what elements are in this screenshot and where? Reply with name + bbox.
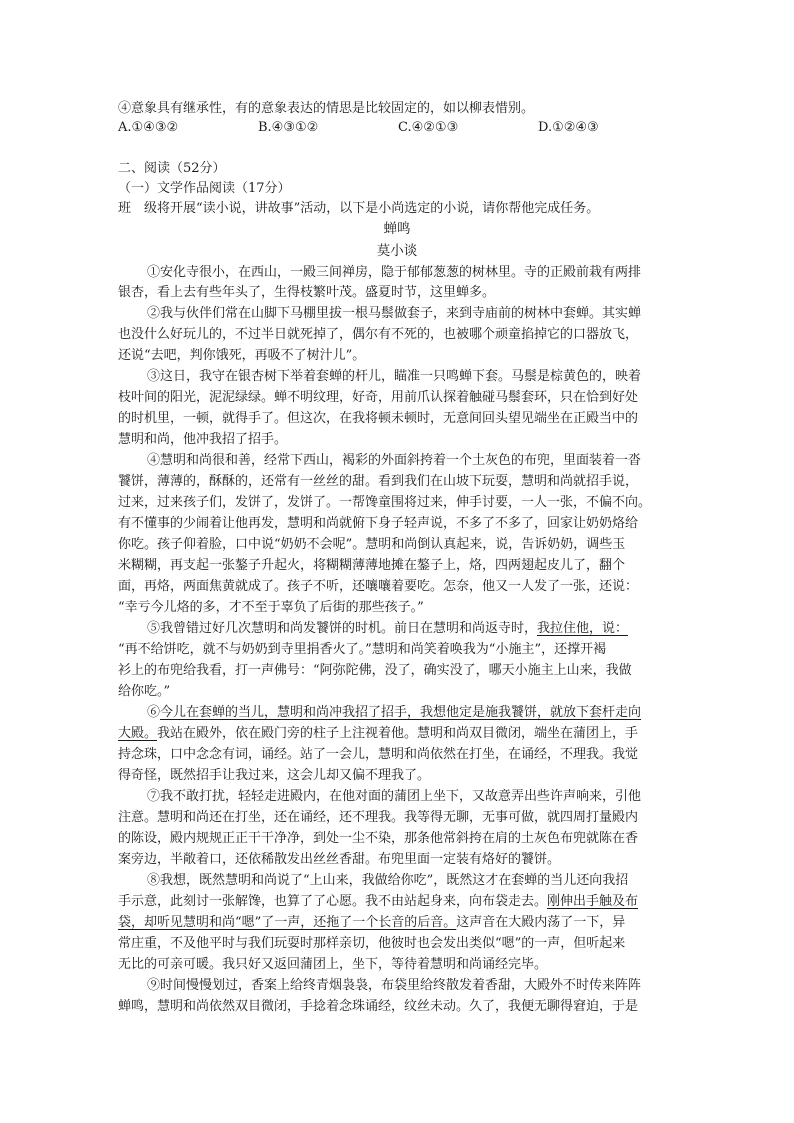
underlined-phrase: 我拉住他，说： [537, 621, 629, 636]
option-d: D.①②④③ [538, 120, 599, 135]
body-line: 衫上的布兜给我看，打一声佛号：“阿弥陀佛，没了，确实没了，哪天小施主上山来，我做 [118, 663, 632, 678]
body-line: ③这日，我守在银杏树下举着套蝉的杆儿，瞄准一只鸣蝉下套。马鬃是棕黄色的，映着 [147, 369, 642, 384]
p8-text: 手示意，此刻讨一张解馋，也算了了心愿。我不由站起身来，向布袋走去。 [118, 894, 548, 909]
underlined-word: 大殿。 [118, 726, 158, 741]
p5-text: ⑤我曾错过好几次慧明和尚发饕饼的时机。前日在慧明和尚返寺时， [147, 621, 538, 636]
section-title: 二、阅读（52分） [118, 161, 226, 176]
option-b: B.④③①② [258, 120, 319, 135]
body-line [118, 915, 625, 931]
body-line: ⑨时间慢慢划过，香案上给终青烟袅袅，布袋里给终散发着香甜，大殿外不时传来阵阵 [147, 978, 642, 993]
body-line: 案旁边，半敞着口，还依稀散发出丝丝香甜。布兜里面一定装有烙好的饕饼。 [118, 852, 561, 867]
subsection-title: （一）文学作品阅读（17分） [118, 181, 291, 196]
option-a: A.①④③② [118, 120, 179, 135]
p6-number: ⑥ [147, 705, 161, 720]
body-line: 有不懂事的少闹着让他再发，慧明和尚就俯下身子轻声说，不多了不多了，回家让奶奶烙给 [118, 516, 639, 531]
body-line: 你吃。孩子仰着脸，口中说“奶奶不会呢”。慧明和尚倒认真起来，说，告诉奶奶，调些玉 [118, 537, 626, 552]
body-line: 过来，过来孩子们，发饼了，发饼了。一帮馋童围将过来，伸手讨要，一人一张，不偏不向。 [118, 495, 652, 510]
body-line: ②我与伙伴们常在山脚下马棚里拔一根马鬃做套子，来到寺庙前的树林中套蝉。其实蝉 [147, 306, 642, 321]
story-author: 莫小谈 [376, 243, 418, 259]
q4-statement: ④意象具有继承性，有的意象表达的情思是比较固定的，如以柳表惜别。 [118, 101, 535, 116]
p8-text-2: 这声音在大殿内荡了一下，异 [456, 915, 626, 930]
option-c: C.④②①③ [398, 120, 459, 135]
body-line: 也没什么好玩儿的，不过半日就死掉了，偶尔有不死的，也被哪个顽童掐掉它的口器放飞， [118, 327, 639, 342]
body-line: ④慧明和尚很和善，经常下西山，褐彩的外面斜挎着一个土灰色的布兜，里面装着一沓 [147, 453, 642, 468]
body-line: 慧明和尚，他冲我招了招手。 [118, 432, 288, 447]
body-line: 银杏，看上去有些年头了，生得枝繁叶茂。盛夏时节，这里蝉多。 [118, 285, 496, 300]
body-line: 持念珠，口中念念有词，诵经。站了一会儿，慧明和尚依然在打坐，在诵经，不理我。我觉 [118, 747, 639, 762]
body-line: 得奇怪，既然招手让我过来，这会儿却又偏不理我了。 [118, 768, 431, 783]
body-line: 给你吃。” [118, 684, 171, 699]
body-line: 枝叶间的阳光，泥泥绿绿。蝉不明纹理，好奇，用前爪认探着触碰马鬃套环，只在恰到好处 [118, 390, 639, 405]
underlined-phrase: 刚伸出手触及布 [547, 894, 639, 909]
body-line: 面，再烙，两面焦黄就成了。孩子不听，还嚷嚷着要吃。怎奈，他又一人发了一张，还说： [118, 579, 639, 594]
task-intro: 班 级将开展“读小说，讲故事”活动，以下是小尚选定的小说，请你帮他完成任务。 [118, 201, 600, 216]
body-line: 饕饼，薄薄的，酥酥的，还常有一丝丝的甜。看到我们在山坡下玩耍，慧明和尚就招手说， [118, 474, 639, 489]
p6-text: 我站在殿外，依在殿门旁的柱子上注视着他。慧明和尚双目微闭，端坐在蒲团上，手 [157, 726, 639, 741]
body-line: ①安化寺很小，在西山，一殿三间禅房，隐于郁郁葱葱的树林里。寺的正殿前栽有两排 [147, 265, 642, 280]
body-line: 米糊糊，再支起一张鏊子升起火，将糊糊薄薄地摊在鏊子上，烙，四两翅起皮儿了，翻个 [118, 558, 626, 573]
body-line: 蝉鸣，慧明和尚依然双目微闭，手捻着念珠诵经，纹丝未动。久了，我便无聊得窘迫，于是 [118, 999, 639, 1014]
body-line [118, 894, 638, 910]
story-title: 蝉鸣 [383, 221, 411, 237]
underlined-sentence: 袋，却听见慧明和尚“嗯”了一声，还拖了一个长音的后音。 [118, 915, 457, 930]
underlined-sentence: 今儿在套蝉的当儿，慧明和尚冲我招了招手，我想他定是施我饕饼，就放下套杆走向 [160, 705, 642, 720]
body-line: ⑧我想，既然慧明和尚说了“上山来，我做给你吃”，既然这才在套蝉的当儿还向我招 [147, 873, 629, 888]
body-line: 注意。慧明和尚还在打坐，还在诵经，还不理我。我等得无聊，无事可做，就四周打量殿内 [118, 810, 639, 825]
body-line: 常庄重，不及他平时与我们玩耍时那样亲切，他彼时也会发出类似“嗯”的一声，但听起来 [118, 936, 626, 951]
body-line [147, 621, 628, 637]
body-line [147, 705, 641, 721]
body-line: 的陈设，殿内规规正正干干净净，到处一尘不染，那条他常斜挎在肩的土灰色布兜就陈在香 [118, 831, 639, 846]
body-line: 无比的可亲可暖。我只好又返回蒲团上，坐下，等待着慧明和尚诵经完毕。 [118, 957, 548, 972]
body-line: “再不给饼吃，就不与奶奶到寺里捐香火了。”慧明和尚笑着唤我为“小施主”，还撑开褐 [118, 642, 607, 657]
body-line [118, 726, 638, 742]
body-line: 还说“去吧，判你饿死，再吸不了树汁儿”。 [118, 348, 366, 363]
body-line: “幸亏今儿烙的多，才不至于辜负了后街的那些孩子。” [118, 600, 424, 615]
body-line: ⑦我不敢打扰，轻轻走进殿内，在他对面的蒲团上坐下，又故意弄出些许声响来，引他 [147, 789, 642, 804]
body-line: 的时机里，一顿，就得手了。但这次，在我将顿未顿时，无意间回头望见端坐在正殿当中的 [118, 411, 639, 426]
